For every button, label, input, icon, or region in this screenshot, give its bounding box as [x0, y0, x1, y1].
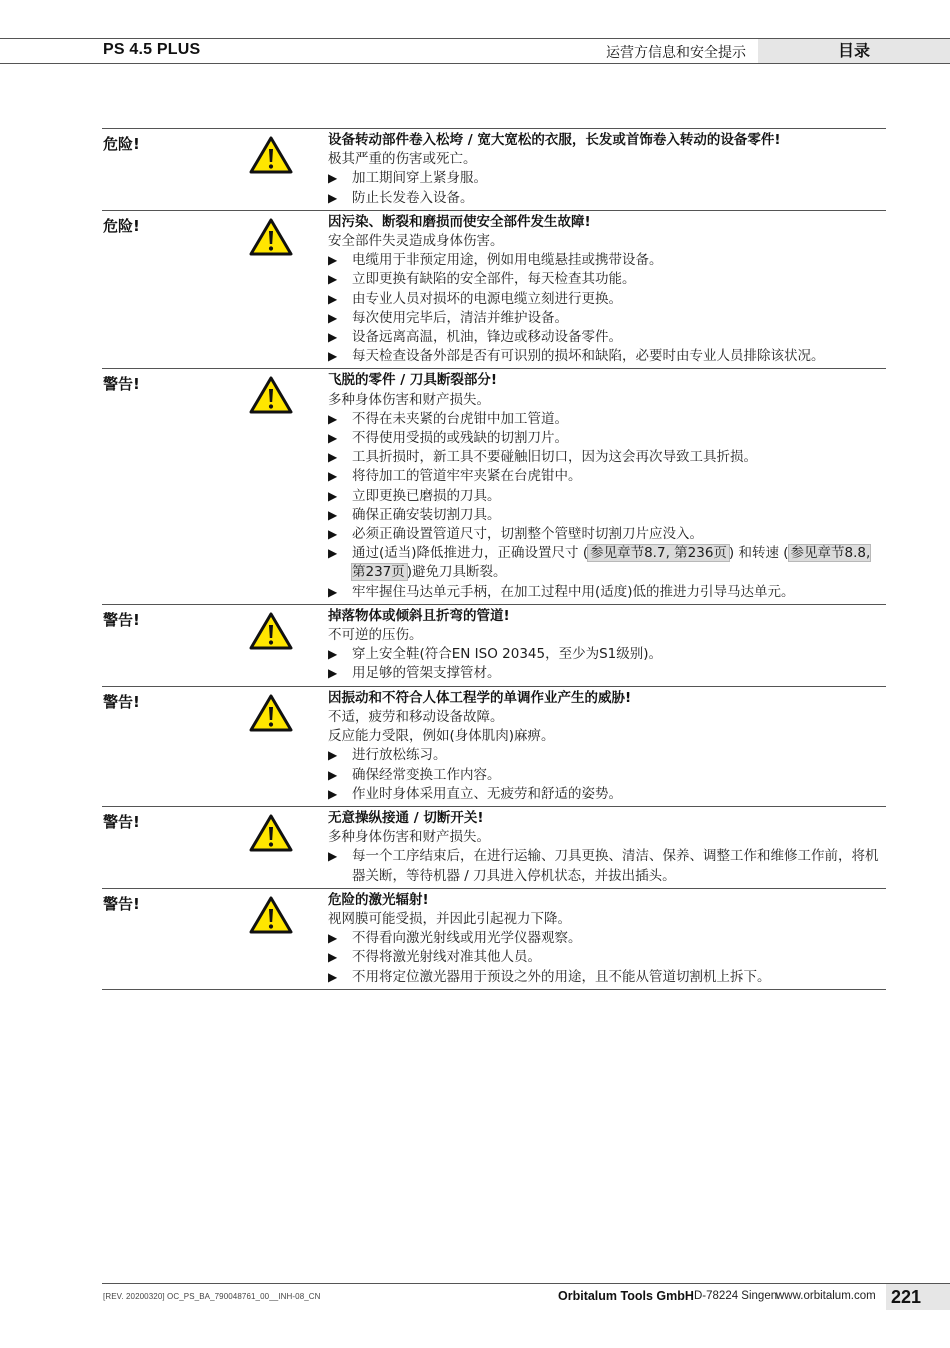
page-number: 221	[886, 1284, 950, 1310]
footer-rule	[102, 1283, 950, 1284]
measure-text: ) 和转速 (	[728, 545, 789, 562]
hazard-title: 因振动和不符合人体工程学的单调作业产生的威胁!	[328, 689, 632, 706]
signal-word: 警告!	[103, 692, 140, 711]
measure-text: 通过(适当)降低推进力，正确设置尺寸 (	[352, 545, 589, 562]
header-rule-bottom	[0, 63, 950, 64]
measure-item: ▶ 立即更换有缺陷的安全部件，每天检查其功能。	[328, 270, 886, 289]
hazard-title: 掉落物体或倾斜且折弯的管道!	[328, 607, 510, 624]
measure-item: ▶ 必须正确设置管道尺寸，切割整个管壁时切割刀片应没入。	[328, 525, 886, 544]
measure-item: ▶ 由专业人员对损坏的电源电缆立刻进行更换。	[328, 290, 886, 309]
safety-warning-table	[102, 128, 886, 990]
company-website: www.orbitalum.com	[776, 1290, 876, 1302]
warning-body	[328, 891, 886, 987]
signal-word: 警告!	[103, 812, 140, 831]
hazard-warning-icon	[249, 612, 293, 650]
hazard-title: 飞脱的零件 / 刀具断裂部分!	[328, 372, 497, 389]
measure-item: ▶ 防止长发卷入设备。	[328, 189, 886, 208]
signal-word: 警告!	[103, 894, 140, 913]
measure-item: ▶ 确保正确安装切割刀具。	[328, 506, 886, 525]
measure-item: ▶ 不得在未夹紧的台虎钳中加工管道。	[328, 410, 886, 429]
consequence-text: 视网膜可能受损，并因此引起视力下降。	[328, 910, 571, 927]
measure-item: ▶ 穿上安全鞋(符合EN ISO 20345，至少为S1级别)。	[328, 645, 886, 664]
consequence-text: 安全部件失灵造成身体伤害。	[328, 233, 504, 250]
warning-row	[102, 369, 886, 604]
measure-text: )避免刀具断裂。	[406, 564, 507, 581]
warning-row	[102, 687, 886, 807]
warning-body	[328, 213, 886, 367]
consequence-text: 反应能力受限，例如(身体肌肉)麻痹。	[328, 728, 555, 745]
hazard-warning-icon	[249, 376, 293, 414]
measure-item: ▶ 不得将激光射线对准其他人员。	[328, 948, 886, 967]
consequence-text: 不适，疲劳和移动设备故障。	[328, 708, 504, 725]
measure-item: ▶ 牢牢握住马达单元手柄，在加工过程中用(适度)低的推进力引导马达单元。	[328, 583, 886, 602]
warning-body	[328, 809, 886, 886]
measure-item: ▶ 立即更换已磨损的刀具。	[328, 487, 886, 506]
hazard-warning-icon	[249, 136, 293, 174]
measure-item: ▶ 电缆用于非预定用途，例如用电缆悬挂或携带设备。	[328, 251, 886, 270]
warning-body	[328, 131, 886, 208]
warning-body	[328, 689, 886, 804]
warning-row	[102, 807, 886, 889]
hazard-title: 无意操纵接通 / 切断开关!	[328, 809, 484, 826]
measure-item: ▶ 用足够的管架支撑管材。	[328, 664, 886, 683]
consequence-text: 多种身体伤害和财产损失。	[328, 829, 490, 846]
measure-item: ▶ 将待加工的管道牢牢夹紧在台虎钳中。	[328, 467, 886, 486]
consequence-text: 不可逆的压伤。	[328, 627, 423, 644]
cross-reference-link[interactable]: 参见章节8.8, 第237页	[352, 545, 871, 581]
measure-item	[328, 544, 886, 582]
hazard-warning-icon	[249, 814, 293, 852]
signal-word: 危险!	[103, 135, 140, 153]
hazard-title: 设备转动部件卷入松垮 / 宽大宽松的衣服，长发或首饰卷入转动的设备零件!	[328, 132, 781, 148]
warning-row	[102, 129, 886, 211]
measure-item: ▶ 每次使用完毕后，清洁并维护设备。	[328, 309, 886, 328]
measure-item: ▶ 确保经常变换工作内容。	[328, 766, 886, 785]
measure-item: ▶ 工具折损时，新工具不要碰触旧切口，因为这会再次导致工具折损。	[328, 448, 886, 467]
warning-body	[328, 371, 886, 601]
signal-word: 警告!	[103, 375, 140, 394]
section-title: 运营方信息和安全提示	[606, 45, 746, 61]
measure-item: ▶ 不得看向激光射线或用光学仪器观察。	[328, 929, 886, 948]
consequence-text: 多种身体伤害和财产损失。	[328, 391, 490, 408]
signal-word: 危险!	[103, 216, 140, 235]
warning-row	[102, 211, 886, 370]
warning-body	[328, 607, 886, 684]
hazard-title: 危险的激光辐射!	[328, 891, 429, 908]
company-name: Orbitalum Tools GmbH	[558, 1289, 694, 1303]
warning-row	[102, 605, 886, 687]
measure-item: ▶ 进行放松练习。	[328, 746, 886, 765]
hazard-title: 因污染、断裂和磨损而使安全部件发生故障!	[328, 213, 591, 230]
measure-item: ▶ 设备远离高温，机油，锋边或移动设备零件。	[328, 328, 886, 347]
toc-tab-link[interactable]: 目录	[758, 39, 950, 63]
warning-row	[102, 889, 886, 990]
measure-item: ▶ 加工期间穿上紧身服。	[328, 169, 886, 188]
document-revision: [REV. 20200320] OC_PS_BA_790048761_00__INH-08_CN	[103, 1292, 321, 1301]
hazard-warning-icon	[249, 218, 293, 256]
cross-reference-link[interactable]: 参见章节8.7, 第236页	[590, 545, 727, 562]
measure-item: ▶ 作业时身体采用直立、无疲劳和舒适的姿势。	[328, 785, 886, 804]
measure-item: ▶ 不得使用受损的或残缺的切割刀片。	[328, 429, 886, 448]
measure-item: ▶ 每一个工序结束后，在进行运输、刀具更换、清洁、保养、调整工作和维修工作前，将机器关断，等待机器 / 刀具进入停机状态，并拔出插头。	[328, 847, 886, 885]
product-name: PS 4.5 PLUS	[103, 41, 201, 58]
measure-item: ▶ 每天检查设备外部是否有可识别的损坏和缺陷，必要时由专业人员排除该状况。	[328, 347, 886, 366]
company-address: D-78224 Singen	[694, 1290, 778, 1302]
consequence-text: 极其严重的伤害或死亡。	[328, 151, 477, 168]
hazard-warning-icon	[249, 896, 293, 934]
signal-word: 警告!	[103, 610, 140, 629]
measure-item: ▶ 不用将定位激光器用于预设之外的用途，且不能从管道切割机上拆下。	[328, 968, 886, 987]
hazard-warning-icon	[249, 694, 293, 732]
